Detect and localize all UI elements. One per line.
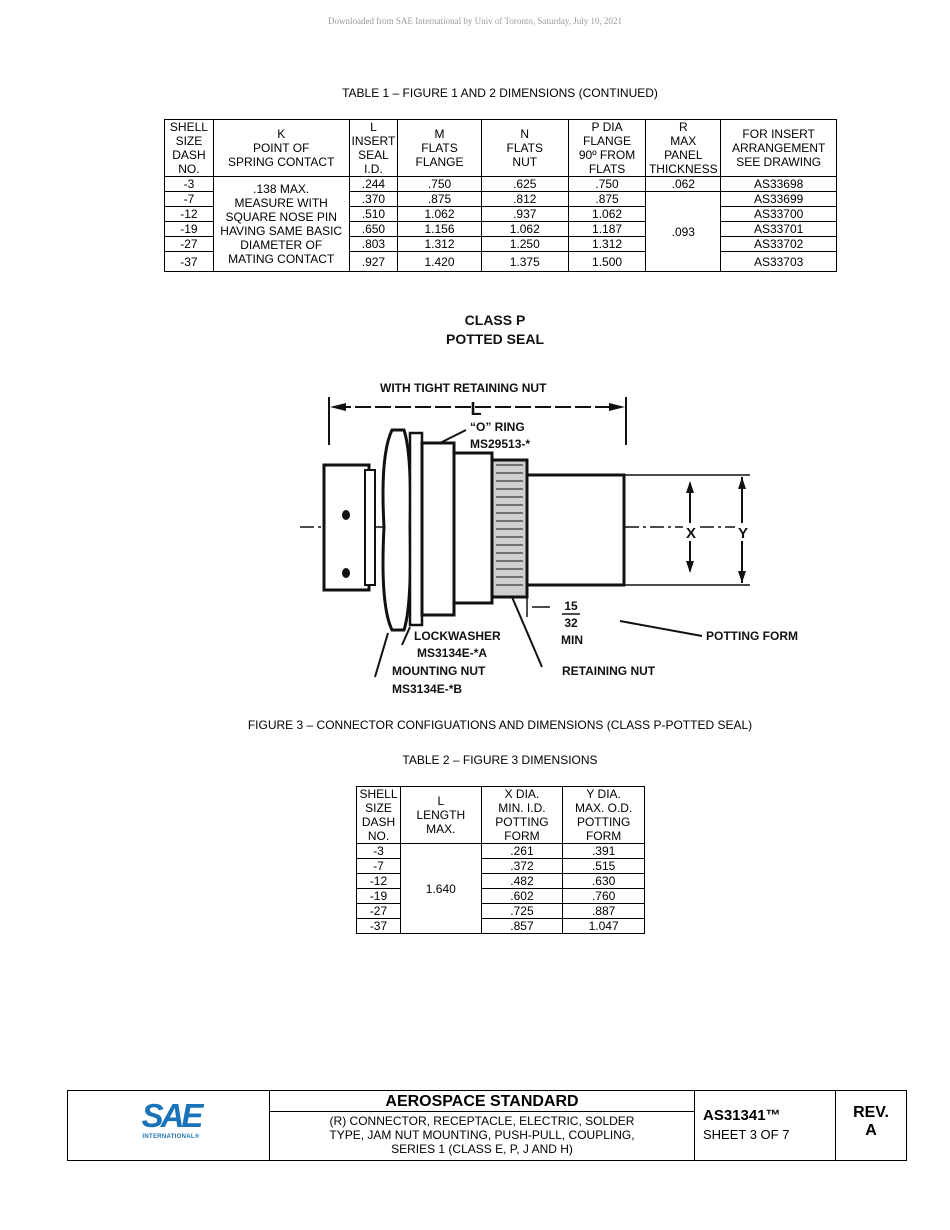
table2-cell-y: .760 bbox=[563, 889, 645, 904]
potting-form-shape bbox=[527, 475, 624, 585]
table1-cell-m: .750 bbox=[398, 177, 481, 192]
table2-cell-shell: -27 bbox=[357, 904, 401, 919]
o-ring-seat bbox=[454, 453, 492, 603]
sae-logo bbox=[138, 1099, 204, 1140]
table1-cell-l: .650 bbox=[349, 222, 398, 237]
table2-cell-shell: -37 bbox=[357, 919, 401, 934]
table2-header-row bbox=[357, 787, 645, 844]
x-arrow-top bbox=[686, 481, 694, 493]
table1-cell-n: 1.062 bbox=[481, 222, 568, 237]
o-ring-part-label: MS29513-* bbox=[470, 437, 531, 451]
l-arrow-left bbox=[330, 403, 346, 411]
table1-cell-shell: -27 bbox=[165, 237, 214, 252]
y-label: Y bbox=[737, 525, 749, 542]
table2-cell-y: .887 bbox=[563, 904, 645, 919]
table1-cell-p: 1.062 bbox=[568, 207, 646, 222]
aerospace-standard-heading: AEROSPACE STANDARD bbox=[270, 1091, 694, 1112]
shell-hole-top bbox=[342, 510, 350, 520]
table1-cell-l: .803 bbox=[349, 237, 398, 252]
y-arrow-bottom bbox=[738, 571, 746, 583]
revision-cell bbox=[836, 1091, 906, 1160]
table2-cell-shell: -19 bbox=[357, 889, 401, 904]
table1-header-r: R MAX PANEL THICKNESS bbox=[646, 120, 721, 177]
min-label: MIN bbox=[561, 633, 583, 647]
table1-cell-l: .370 bbox=[349, 192, 398, 207]
table1-cell-insert: AS33700 bbox=[721, 207, 837, 222]
table-row bbox=[357, 889, 645, 904]
table2-cell-x: .857 bbox=[481, 919, 563, 934]
table1-cell-insert: AS33702 bbox=[721, 237, 837, 252]
table1-cell-insert: AS33703 bbox=[721, 252, 837, 272]
retaining-nut-label: RETAINING NUT bbox=[562, 664, 656, 678]
sae-logo-registered: ® bbox=[194, 1134, 200, 1140]
table1-cell-m: 1.156 bbox=[398, 222, 481, 237]
table2-cell-x: .725 bbox=[481, 904, 563, 919]
mounting-nut-shape bbox=[383, 430, 410, 630]
table1-header-n: N FLATS NUT bbox=[481, 120, 568, 177]
revision-value: A bbox=[865, 1122, 877, 1139]
table-row bbox=[357, 919, 645, 934]
table1-title: TABLE 1 – FIGURE 1 AND 2 DIMENSIONS (CONTINUED) bbox=[342, 86, 658, 100]
table1-cell-p: 1.187 bbox=[568, 222, 646, 237]
l-label: L bbox=[470, 399, 482, 419]
fraction-numerator: 15 bbox=[564, 599, 578, 613]
with-tight-nut-label: WITH TIGHT RETAINING NUT bbox=[380, 381, 547, 395]
table-row bbox=[357, 874, 645, 889]
document-description: (R) CONNECTOR, RECEPTACLE, ELECTRIC, SOLDER TYPE, JAM NUT MOUNTING, PUSH-PULL, COUPLING, SERIES 1 (CLASS E, P, J AND H) bbox=[329, 1114, 635, 1156]
revision-label: REV. bbox=[853, 1104, 889, 1121]
table2-cell-x: .482 bbox=[481, 874, 563, 889]
table1-cell-m: 1.062 bbox=[398, 207, 481, 222]
table1-cell-n: .625 bbox=[481, 177, 568, 192]
table1 bbox=[164, 119, 837, 272]
table1-k-note: .138 MAX. MEASURE WITH SQUARE NOSE PIN HAVING SAME BASIC DIAMETER OF MATING CONTACT bbox=[213, 177, 349, 272]
table2-cell-x: .261 bbox=[481, 844, 563, 859]
connector-drawing bbox=[280, 305, 840, 700]
table1-cell-m: 1.420 bbox=[398, 252, 481, 272]
logo-cell bbox=[68, 1091, 270, 1160]
table2-cell-l-merged: 1.640 bbox=[400, 844, 481, 934]
table1-cell-shell: -19 bbox=[165, 222, 214, 237]
lockwasher-part-label: MS3134E-*A bbox=[417, 646, 488, 660]
x-label: X bbox=[685, 525, 697, 542]
table2-title: TABLE 2 – FIGURE 3 DIMENSIONS bbox=[402, 753, 598, 767]
mounting-nut-part-label: MS3134E-*B bbox=[392, 682, 463, 696]
table1-header-l: L INSERT SEAL I.D. bbox=[349, 120, 398, 177]
table1-cell-insert: AS33699 bbox=[721, 192, 837, 207]
table2-cell-y: .630 bbox=[563, 874, 645, 889]
table1-cell-m: 1.312 bbox=[398, 237, 481, 252]
table1-cell-r: .062 bbox=[646, 177, 721, 192]
table1-header-row bbox=[165, 120, 837, 177]
table-row bbox=[357, 904, 645, 919]
table2-cell-y: .391 bbox=[563, 844, 645, 859]
figure-title-line2: POTTED SEAL bbox=[445, 331, 545, 347]
download-watermark: Downloaded from SAE International by Univ of Toronto, Saturday, July 10, 2021 bbox=[327, 16, 623, 26]
table1-cell-shell: -7 bbox=[165, 192, 214, 207]
x-arrow-bottom bbox=[686, 561, 694, 573]
lockwasher-shape bbox=[410, 433, 422, 625]
table-row bbox=[165, 177, 837, 192]
table2-cell-x: .372 bbox=[481, 859, 563, 874]
description-cell bbox=[270, 1091, 695, 1160]
table1-cell-n: .937 bbox=[481, 207, 568, 222]
table1-cell-n: 1.375 bbox=[481, 252, 568, 272]
table2-header-y: Y DIA. MAX. O.D. POTTING FORM bbox=[563, 787, 645, 844]
table1-cell-shell: -12 bbox=[165, 207, 214, 222]
table1-header-insert: FOR INSERT ARRANGEMENT SEE DRAWING bbox=[721, 120, 837, 177]
table1-cell-p: .750 bbox=[568, 177, 646, 192]
table2-cell-shell: -12 bbox=[357, 874, 401, 889]
o-ring-label: “O” RING bbox=[470, 420, 525, 434]
table2-cell-shell: -7 bbox=[357, 859, 401, 874]
title-block bbox=[67, 1090, 907, 1161]
sheet-number: SHEET 3 OF 7 bbox=[703, 1127, 790, 1142]
table1-cell-m: .875 bbox=[398, 192, 481, 207]
table1-cell-l: .510 bbox=[349, 207, 398, 222]
table2-header-shell: SHELL SIZE DASH NO. bbox=[357, 787, 401, 844]
table2-cell-y: 1.047 bbox=[563, 919, 645, 934]
table2-cell-y: .515 bbox=[563, 859, 645, 874]
table1-header-m: M FLATS FLANGE bbox=[398, 120, 481, 177]
l-arrow-right bbox=[609, 403, 625, 411]
table2-header-x: X DIA. MIN. I.D. POTTING FORM bbox=[481, 787, 563, 844]
table1-cell-r-merged: .093 bbox=[646, 192, 721, 272]
document-number: AS31341™ bbox=[703, 1107, 781, 1124]
table2-cell-x: .602 bbox=[481, 889, 563, 904]
potting-form-leader bbox=[620, 621, 702, 636]
mounting-nut-leader bbox=[375, 633, 388, 677]
table-row bbox=[357, 844, 645, 859]
table1-cell-n: .812 bbox=[481, 192, 568, 207]
table2 bbox=[356, 786, 645, 934]
table1-header-p: P DIA FLANGE 90º FROM FLATS bbox=[568, 120, 646, 177]
table1-cell-p: .875 bbox=[568, 192, 646, 207]
lockwasher-label: LOCKWASHER bbox=[414, 629, 501, 643]
table1-cell-l: .244 bbox=[349, 177, 398, 192]
potting-form-label: POTTING FORM bbox=[706, 629, 798, 643]
mounting-nut-label: MOUNTING NUT bbox=[392, 664, 486, 678]
fraction-denominator: 32 bbox=[564, 616, 578, 630]
shell-hole-bottom bbox=[342, 568, 350, 578]
table1-header-shell: SHELL SIZE DASH NO. bbox=[165, 120, 214, 177]
figure-title-line1: CLASS P bbox=[464, 312, 526, 328]
table1-cell-insert: AS33698 bbox=[721, 177, 837, 192]
sae-logo-text: SAE bbox=[141, 1097, 201, 1134]
rear-shell-ring bbox=[365, 470, 375, 585]
table1-cell-insert: AS33701 bbox=[721, 222, 837, 237]
table1-cell-l: .927 bbox=[349, 252, 398, 272]
table1-cell-shell: -3 bbox=[165, 177, 214, 192]
sae-logo-subtext: INTERNATIONAL bbox=[142, 1134, 195, 1140]
doc-number-cell bbox=[695, 1091, 836, 1160]
flange-shape bbox=[422, 443, 454, 615]
table1-cell-p: 1.500 bbox=[568, 252, 646, 272]
table1-cell-p: 1.312 bbox=[568, 237, 646, 252]
table-row bbox=[357, 859, 645, 874]
table2-header-l: L LENGTH MAX. bbox=[400, 787, 481, 844]
table2-cell-shell: -3 bbox=[357, 844, 401, 859]
y-arrow-top bbox=[738, 477, 746, 489]
table1-header-k: K POINT OF SPRING CONTACT bbox=[213, 120, 349, 177]
table1-cell-shell: -37 bbox=[165, 252, 214, 272]
table1-cell-n: 1.250 bbox=[481, 237, 568, 252]
figure3-caption: FIGURE 3 – CONNECTOR CONFIGUATIONS AND DIMENSIONS (CLASS P-POTTED SEAL) bbox=[247, 718, 753, 732]
